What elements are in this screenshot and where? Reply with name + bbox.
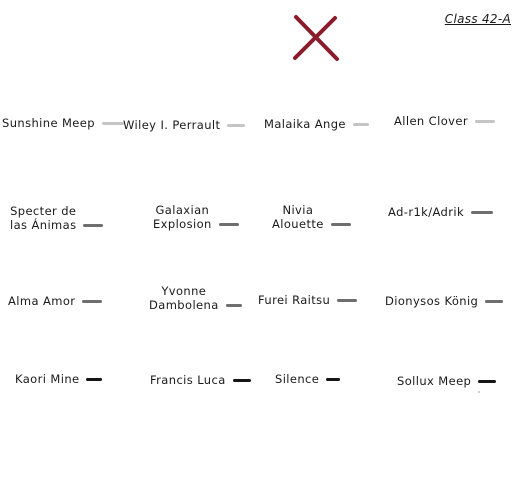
student-name: Nivia Alouette <box>272 203 324 231</box>
student-item[interactable] <box>149 284 242 312</box>
student-item[interactable] <box>264 117 369 131</box>
student-item[interactable] <box>8 294 102 308</box>
status-bar <box>82 300 102 303</box>
student-name: Yvonne Dambolena <box>149 284 219 312</box>
status-bar <box>478 380 496 383</box>
student-name: Dionysos König <box>385 294 479 308</box>
marker-dot <box>478 391 480 393</box>
student-item[interactable] <box>2 116 124 130</box>
student-name: Wiley I. Perrault <box>123 118 221 132</box>
student-item[interactable] <box>397 374 496 388</box>
class-label: Class 42-A <box>444 12 511 26</box>
student-name: Alma Amor <box>8 294 76 308</box>
student-name: Kaori Mine <box>15 372 80 386</box>
student-item[interactable] <box>385 294 503 308</box>
student-item[interactable] <box>15 372 102 386</box>
status-bar <box>353 123 369 126</box>
student-name: Sollux Meep <box>397 374 472 388</box>
student-name: Galaxian Explosion <box>153 203 212 231</box>
status-bar <box>102 122 124 125</box>
student-name: Sunshine Meep <box>2 116 95 130</box>
student-item[interactable] <box>275 372 340 386</box>
status-bar <box>86 378 102 381</box>
close-button[interactable] <box>291 14 341 62</box>
status-bar <box>471 211 493 214</box>
status-bar <box>227 124 245 127</box>
student-item[interactable] <box>10 204 103 232</box>
student-name: Silence <box>275 372 320 386</box>
status-bar <box>233 379 251 382</box>
student-item[interactable] <box>388 205 493 219</box>
status-bar <box>83 224 103 227</box>
student-item[interactable] <box>272 203 351 231</box>
student-item[interactable] <box>258 293 357 307</box>
student-name: Allen Clover <box>394 114 468 128</box>
status-bar <box>475 120 495 123</box>
status-bar <box>226 304 242 307</box>
status-bar <box>331 223 351 226</box>
close-icon <box>291 14 341 62</box>
student-name: Malaika Ange <box>264 117 346 131</box>
student-item[interactable] <box>150 373 251 387</box>
student-item[interactable] <box>394 114 495 128</box>
status-bar <box>326 378 340 381</box>
student-item[interactable] <box>153 203 239 231</box>
status-bar <box>485 300 503 303</box>
student-name: Ad-r1k/Adrik <box>388 205 465 219</box>
student-item[interactable] <box>123 118 245 132</box>
student-name: Specter de las Ánimas <box>10 204 77 232</box>
student-name: Furei Raitsu <box>258 293 331 307</box>
student-name: Francis Luca <box>150 373 226 387</box>
status-bar <box>337 299 357 302</box>
status-bar <box>219 223 239 226</box>
